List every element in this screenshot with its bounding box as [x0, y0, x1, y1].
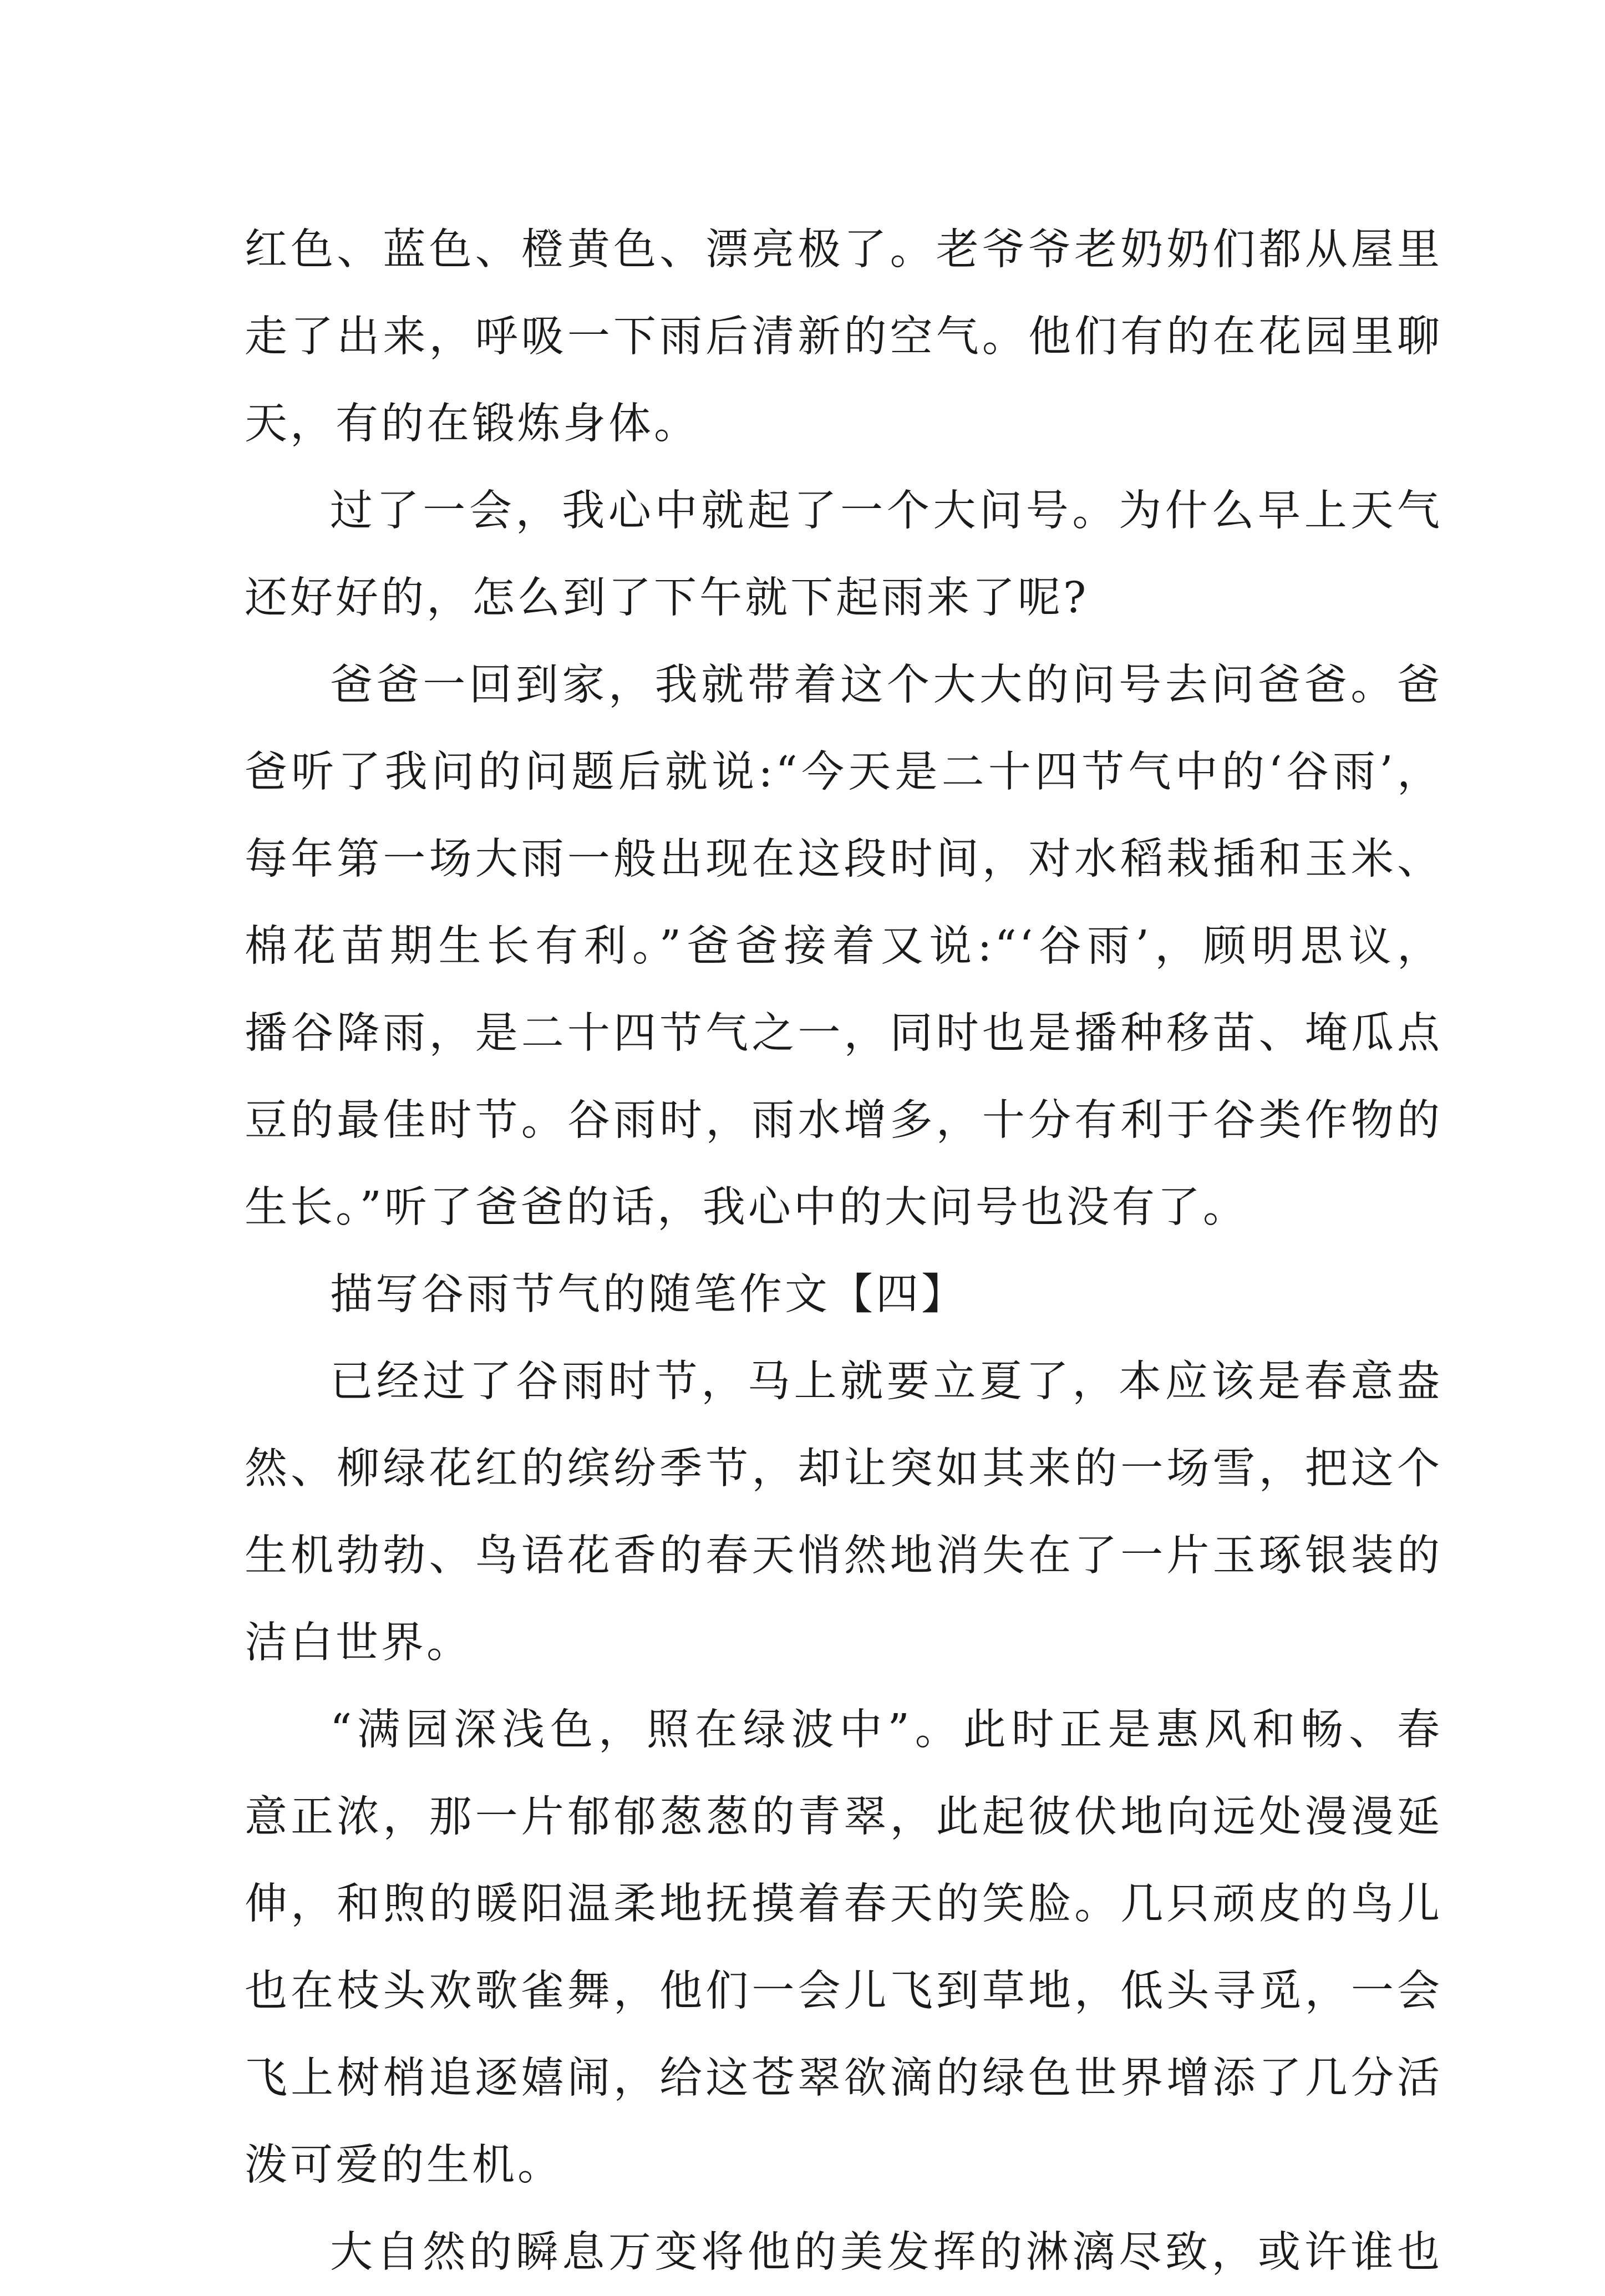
text-line: 已经过了谷雨时节，马上就要立夏了，本应该是春意盎: [330, 1357, 1443, 1406]
text-line: 意正浓，那一片郁郁葱葱的青翠，此起彼伏地向远处漫漫延: [245, 1792, 1443, 1842]
text-line: 飞上树梢追逐嬉闹，给这苍翠欲滴的绿色世界增添了几分活: [245, 2054, 1443, 2103]
text-line: 每年第一场大雨一般出现在这段时间，对水稻栽插和玉米、: [245, 835, 1443, 884]
text-line: 爸听了我问的问题后就说:“今天是二十四节气中的‘谷雨’，: [245, 748, 1443, 797]
heading-line: 描写谷雨节气的随笔作文【四】: [330, 1270, 967, 1319]
paragraph: [245, 206, 1443, 468]
text-line: 过了一会，我心中就起了一个大问号。为什么早上天气: [330, 486, 1443, 536]
text-line: 伸，和煦的暖阳温柔地抚摸着春天的笑脸。几只顽皮的鸟儿: [245, 1880, 1443, 1929]
body-text: [245, 206, 1443, 2296]
text-line: 豆的最佳时节。谷雨时，雨水增多，十分有利于谷类作物的: [245, 1096, 1443, 1145]
text-line: 棉花苗期生长有利。”爸爸接着又说:“‘谷雨’，顾明思议，: [245, 922, 1443, 971]
text-line: 泼可爱的生机。: [245, 2141, 563, 2190]
text-line: 也在枝头欢歌雀舞，他们一会儿飞到草地，低头寻觅，一会: [245, 1967, 1443, 2016]
text-line: 生机勃勃、鸟语花香的春天悄然地消失在了一片玉琢银装的: [245, 1531, 1443, 1581]
text-line: 爸爸一回到家，我就带着这个大大的问号去问爸爸。爸: [330, 661, 1443, 710]
section-heading: [245, 1251, 1443, 1338]
paragraph: [245, 468, 1443, 642]
text-line: 红色、蓝色、橙黄色、漂亮极了。老爷爷老奶奶们都从屋里: [245, 225, 1443, 275]
text-line: 还好好的，怎么到了下午就下起雨来了呢?: [245, 573, 1089, 623]
text-line: 播谷降雨，是二十四节气之一，同时也是播种移苗、埯瓜点: [245, 1009, 1443, 1058]
text-line: 大自然的瞬息万变将他的美发挥的淋漓尽致，或许谁也: [330, 2228, 1443, 2277]
paragraph: [245, 1687, 1443, 2209]
text-line: 走了出来，呼吸一下雨后清新的空气。他们有的在花园里聊: [245, 312, 1443, 362]
text-line: “满园深浅色，照在绿波中”。此时正是惠风和畅、春: [330, 1705, 1443, 1755]
text-line: 洁白世界。: [245, 1618, 472, 1668]
paragraph: [245, 1338, 1443, 1687]
text-line: 天，有的在锻炼身体。: [245, 399, 699, 449]
text-line: 然、柳绿花红的缤纷季节，却让突如其来的一场雪，把这个: [245, 1444, 1443, 1494]
paragraph: [245, 642, 1443, 1251]
paragraph: [245, 2209, 1443, 2296]
text-line: 生长。”听了爸爸的话，我心中的大问号也没有了。: [245, 1183, 1248, 1232]
